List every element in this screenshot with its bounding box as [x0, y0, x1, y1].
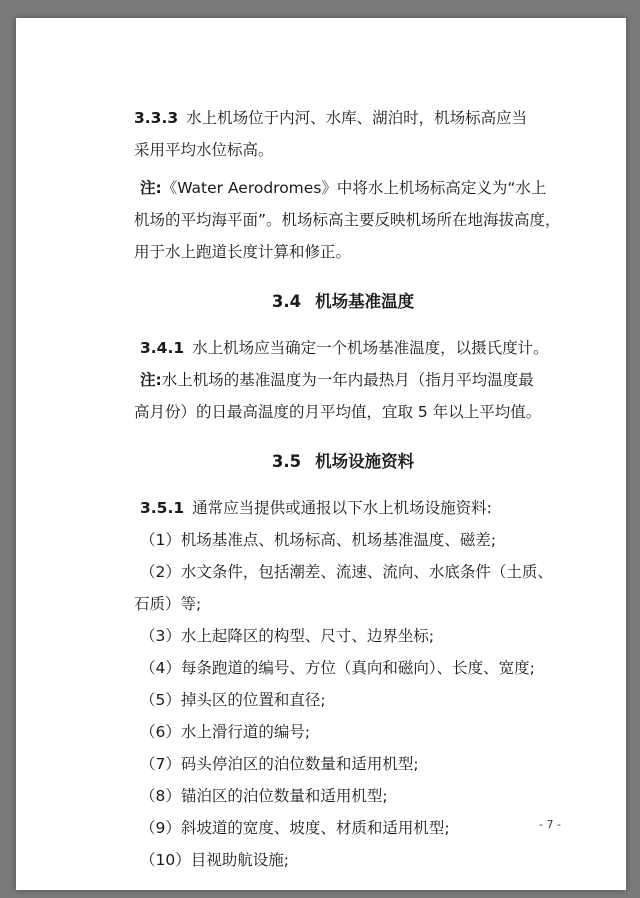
clause-3-3-3-line-2: 采用平均水位标高。	[134, 141, 274, 159]
list-item: （10）目视助航设施;	[140, 851, 289, 869]
list-item: （6）水上滑行道的编号;	[140, 723, 311, 741]
note-3-3-3-line-3: 用于水上跑道长度计算和修正。	[134, 243, 352, 261]
clause-text: 水上机场应当确定一个机场基准温度，以摄氏度计。	[192, 339, 549, 357]
clause-3-4-1-line-1	[140, 336, 549, 358]
list-item: （3）水上起降区的构型、尺寸、边界坐标;	[140, 627, 435, 645]
heading-title: 机场基准温度	[315, 292, 415, 311]
clause-text: 水上机场位于内河、水库、湖泊时，机场标高应当	[186, 109, 528, 127]
clause-3-3-3-line-1	[134, 106, 527, 128]
note-3-3-3-line-2: 机场的平均海平面”。机场标高主要反映机场所在地海拔高度，	[134, 211, 561, 229]
list-item: 石质）等;	[134, 595, 202, 613]
heading-number: 3.5	[271, 452, 302, 471]
clause-number: 3.3.3	[134, 109, 179, 127]
list-item: （4）每条跑道的编号、方位（真向和磁向）、长度、宽度;	[140, 659, 535, 677]
clause-number: 3.5.1	[140, 499, 185, 517]
note-text: 水上机场的基准温度为一年内最热月（指月平均温度最	[161, 371, 534, 389]
heading-number: 3.4	[271, 292, 302, 311]
page-number: - 7 -	[539, 818, 561, 831]
section-heading-3-5	[134, 448, 552, 472]
document-page	[16, 18, 626, 890]
note-3-3-3-line-1	[140, 176, 546, 198]
heading-title: 机场设施资料	[315, 452, 415, 471]
note-3-4-1-line-2: 高月份）的日最高温度的月平均值，宜取 5 年以上平均值。	[134, 403, 542, 421]
list-item: （2）水文条件，包括潮差、流速、流向、水底条件（土质、	[140, 563, 553, 581]
note-label: 注:	[140, 371, 162, 389]
list-item: （8）锚泊区的泊位数量和适用机型;	[140, 787, 388, 805]
clause-3-5-1-line-1	[140, 496, 492, 518]
note-label: 注:	[140, 179, 162, 197]
list-item: （1）机场基准点、机场标高、机场基准温度、磁差;	[140, 531, 497, 549]
note-3-4-1-line-1	[140, 368, 534, 390]
section-heading-3-4	[134, 288, 552, 312]
clause-number: 3.4.1	[140, 339, 185, 357]
list-item: （7）码头停泊区的泊位数量和适用机型;	[140, 755, 419, 773]
note-text: 《Water Aerodromes》中将水上机场标高定义为“水上	[161, 179, 547, 197]
list-item: （9）斜坡道的宽度、坡度、材质和适用机型;	[140, 819, 450, 837]
list-item: （5）掉头区的位置和直径;	[140, 691, 326, 709]
clause-text: 通常应当提供或通报以下水上机场设施资料:	[192, 499, 492, 517]
